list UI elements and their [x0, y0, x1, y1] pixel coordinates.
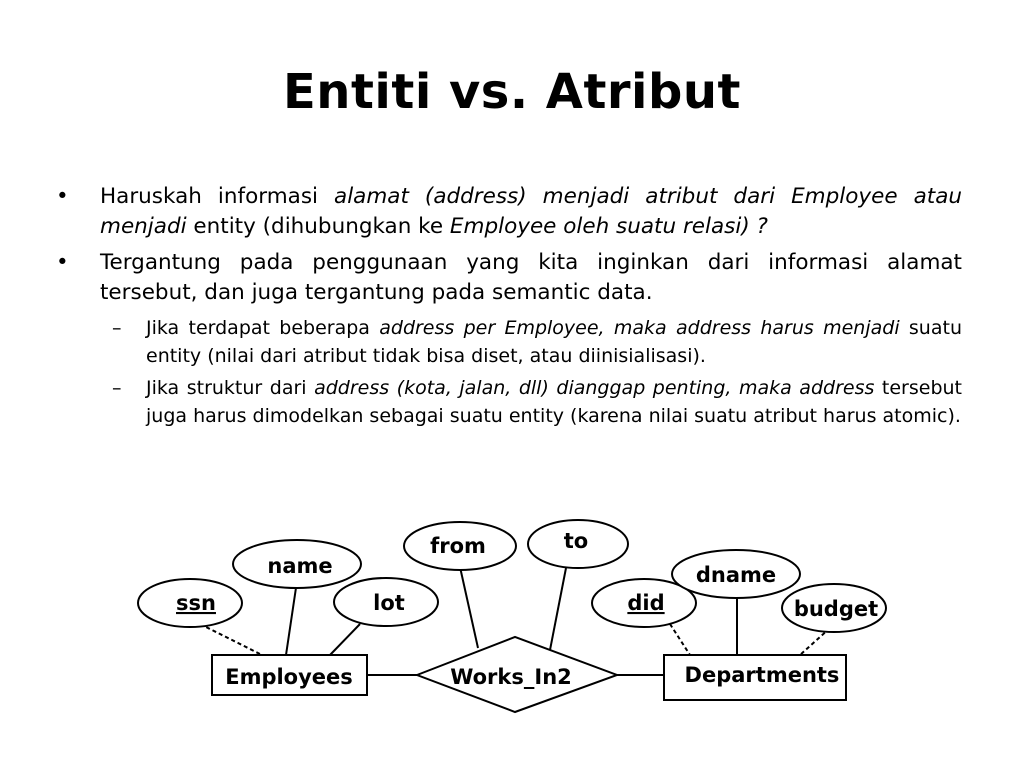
dash-marker: – [112, 377, 122, 399]
text-run-italic: Employee oleh suatu relasi) ? [449, 214, 768, 239]
dash-marker: – [112, 317, 122, 339]
text-run: Jika terdapat beberapa [146, 317, 380, 339]
attribute-from-label: from [430, 534, 486, 558]
text-run: suatu entity (nilai dari atribut tidak bisa diset, atau diinisialisasi). [146, 317, 962, 367]
text-run-italic: address (kota, jalan, dll) dianggap penting, maka address [314, 377, 875, 399]
text-run-italic: address per Employee, maka address harus menjadi [379, 317, 900, 339]
attribute-dname-label: dname [695, 563, 777, 587]
relationship-works-in2-label: Works_In2 [450, 665, 572, 689]
slide-title: Entiti vs. Atribut [283, 64, 741, 120]
bullet-text: Tergantung pada penggunaan yang kita inginkan dari informasi alamat tersebut, dan juga tergantung pada semantic data. [100, 250, 962, 305]
connector-ssn [200, 624, 262, 655]
bullet-marker: • [56, 250, 69, 275]
entity-departments-label: Departments [684, 663, 840, 687]
connector-lot [330, 624, 360, 655]
text-run: tersebut juga harus dimodelkan sebagai suatu entity (karena nilai suatu atribut harus atomic). [146, 377, 962, 427]
attribute-budget-label: budget [793, 597, 879, 621]
attribute-did-label: did [627, 591, 665, 615]
connector-did [670, 624, 690, 655]
text-run: Haruskah informasi [100, 184, 335, 209]
text-run: Jika struktur dari [146, 377, 315, 399]
bullet-marker: • [56, 184, 69, 209]
attribute-to-label: to [563, 529, 589, 553]
attribute-ssn-label: ssn [176, 591, 216, 615]
text-run-italic: alamat (address) menjadi atribut dari Employee atau menjadi [100, 184, 962, 239]
text-run: entity (dihubungkan ke [186, 214, 450, 239]
entity-employees-label: Employees [225, 665, 353, 689]
connector-name [286, 581, 297, 655]
connector-from [460, 567, 478, 648]
attribute-lot-label: lot [373, 591, 405, 615]
connector-to [550, 568, 566, 650]
attribute-name-label: name [267, 554, 333, 578]
